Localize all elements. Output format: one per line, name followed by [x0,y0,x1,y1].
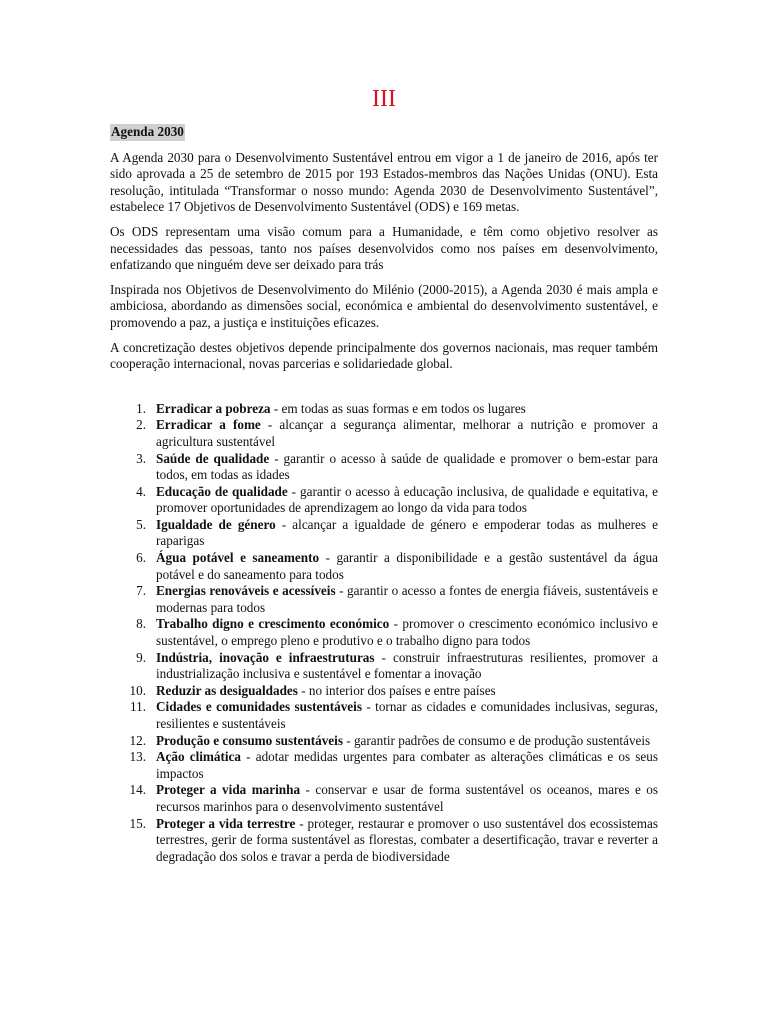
goal-number: 8. [136,616,146,632]
goal-item [110,782,658,815]
goal-description: - no interior dos países e entre países [297,682,496,698]
goal-number: 5. [136,516,146,532]
paragraph-ods-vision: Os ODS representam uma visão comum para a Humanidade, e têm como objetivo resolver as necessidades das pessoas, tanto nos países desenvolvidos como nos países em desenvolvimento, enfatizando que ninguém deve ser deixado para trás [110,223,658,273]
goal-item [110,417,658,450]
goal-name: Trabalho digno e crescimento económico [156,616,390,632]
goal-description: - proteger, restaurar e promover o uso sustentável dos ecossistemas terrestres, gerir de forma sustentável as florestas, combater a desertificação, travar e reverter a degradação dos solos e travar a perda de biodiversidade [156,815,658,864]
goal-item [110,650,658,683]
goal-item [110,401,658,418]
goal-number: 3. [136,450,146,466]
goal-name: Água potável e saneamento [156,550,320,566]
paragraph-inspiration: Inspirada nos Objetivos de Desenvolvimento do Milénio (2000-2015), a Agenda 2030 é mais ampla e ambiciosa, abordando as dimensões social, económica e ambiental do desenvolvimento sustentável, e promovendo a paz, a justiça e instituições eficazes. [110,281,658,330]
goal-name: Cidades e comunidades sustentáveis [156,699,362,715]
goal-description: - garantir o acesso à educação inclusiva, de qualidade e equitativa, e promover oportunidades de aprendizagem ao longo da vida para todos [156,483,658,516]
section-number: III [372,86,396,112]
goal-item [110,517,658,550]
goal-item [110,616,658,649]
goal-number: 12. [129,732,146,748]
goal-name: Proteger a vida marinha [156,782,301,798]
goal-name: Erradicar a pobreza [156,400,271,416]
goal-name: Produção e consumo sustentáveis [156,732,343,748]
goal-number: 6. [136,550,146,566]
paragraph-intro: A Agenda 2030 para o Desenvolvimento Sustentável entrou em vigor a 1 de janeiro de 2016, após ter sido aprovada a 25 de setembro de 2015 por 193 Estados-membros das Nações Unidas (ONU). Esta resolução, intitulada “Transformar o nosso mundo: Agenda 2030 de Desenvolvimento Sustentável”, estabelece 17 Objetivos de Desenvolvimento Sustentável (ODS) e 169 metas. [110,149,658,215]
goal-number: 14. [129,782,146,798]
goal-description: - alcançar a segurança alimentar, melhorar a nutrição e promover a agricultura sustentável [156,417,658,449]
goal-name: Proteger a vida terrestre [156,815,296,831]
goal-description: - construir infraestruturas resilientes, promover a industrialização inclusiva e sustentável e fomentar a inovação [156,649,658,682]
goal-number: 10. [129,682,146,698]
goal-item [110,550,658,583]
goal-description: - em todas as suas formas e em todos os lugares [270,400,526,416]
goal-item [110,816,658,866]
goal-item [110,683,658,700]
document-page [110,84,658,865]
goal-description: - alcançar a igualdade de género e empoderar todas as mulheres e raparigas [156,516,658,549]
goal-number: 4. [136,483,146,499]
goal-name: Ação climática [156,749,241,765]
goal-number: 9. [136,649,146,665]
goal-description: - garantir padrões de consumo e de produção sustentáveis [342,732,651,748]
goals-list [110,401,658,866]
goal-number: 11. [130,699,146,715]
goal-item [110,484,658,517]
goal-number: 15. [129,815,146,831]
goal-description: - promover o crescimento económico inclusivo e sustentável, o emprego pleno e produtivo e o trabalho digno para todos [156,616,659,649]
goal-item [110,699,658,732]
goal-number: 13. [129,749,146,765]
goal-description: - tornar as cidades e comunidades inclusivas, seguras, resilientes e sustentáveis [156,699,658,731]
section-heading: Agenda 2030 [111,124,184,139]
goal-name: Educação de qualidade [156,483,288,499]
heading-wrapper [110,124,658,150]
goal-name: Saúde de qualidade [156,450,270,466]
goal-item [110,583,658,616]
goal-description: - adotar medidas urgentes para combater as alterações climáticas e os seus impactos [156,749,658,781]
goal-name: Energias renováveis e acessíveis [156,583,336,599]
goal-name: Erradicar a fome [156,417,261,433]
goal-name: Igualdade de género [156,516,276,532]
goal-description: - garantir o acesso a fontes de energia fiáveis, sustentáveis e modernas para todos [156,583,658,615]
goal-description: - conservar e usar de forma sustentável os oceanos, mares e os recursos marinhos para o desenvolvimento sustentável [156,782,658,814]
goal-description: - garantir o acesso à saúde de qualidade e promover o bem-estar para todos, em todas as idades [156,450,658,483]
goal-description: - garantir a disponibilidade e a gestão sustentável da água potável e do saneamento para todos [156,550,658,582]
goal-item [110,733,658,750]
goal-number: 1. [136,400,146,416]
goal-number: 7. [136,583,146,599]
goal-number: 2. [136,417,146,433]
paragraph-implementation: A concretização destes objetivos depende principalmente dos governos nacionais, mas requer também cooperação internacional, novas parcerias e solidariedade global. [110,339,658,372]
goal-name: Indústria, inovação e infraestruturas [156,649,375,665]
goal-item [110,749,658,782]
goal-name: Reduzir as desigualdades [156,682,298,698]
goal-item [110,451,658,484]
